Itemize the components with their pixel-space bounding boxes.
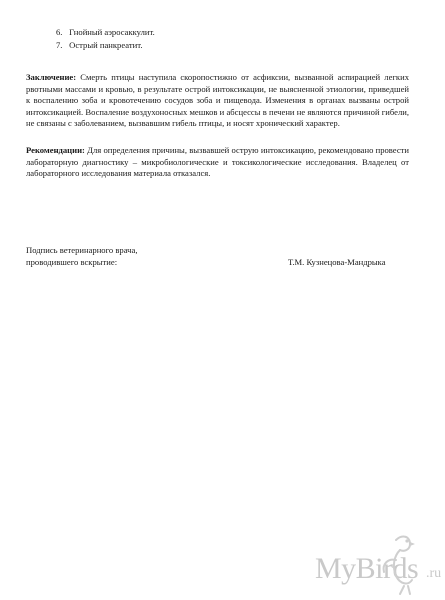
- bird-logo-icon: [374, 530, 424, 596]
- watermark-tld: .ru: [426, 566, 442, 581]
- recommendation-text: Для определения причины, вызвавшей острую интоксикацию, рекомендовано провести лабораторную диагностику – микробиологические и токсикологические исследования. Владелец от лабораторного исследования материала отказался.: [26, 145, 409, 178]
- watermark-site: MyBirds: [315, 552, 419, 585]
- conclusion-paragraph: [26, 72, 409, 130]
- signature-line-2: проводившего вскрытие:: [26, 257, 118, 267]
- findings-list: [56, 26, 155, 51]
- conclusion-label: Заключение:: [26, 72, 77, 82]
- signature-caption: [26, 244, 137, 268]
- recommendation-label: Рекомендации:: [26, 145, 85, 155]
- list-item: [56, 26, 155, 39]
- conclusion-text: Смерть птицы наступила скоропостижно от асфиксии, вызванной аспирацией легких рвотными массами и кровью, в результате острой интоксикации, не выясненной этиологии, приведшей к воспалению зоба и кровотечению сосудов зоба и пищевода. Изменения в органах вызваны острой интоксикацией. Воспаление воздухоносных мешков и абсцессы в печени не являются причиной гибели, не связаны с заболеванием, вызвавшим гибель птицы, и носят хронический характер.: [26, 72, 409, 128]
- recommendation-paragraph: [26, 145, 409, 180]
- list-item: [56, 39, 155, 52]
- signature-name: Т.М. Кузнецова-Мандрыка: [288, 257, 386, 267]
- list-item-number: 6.: [56, 27, 63, 37]
- signature-line-1: Подпись ветеринарного врача,: [26, 245, 138, 255]
- list-item-text: Острый панкреатит.: [69, 39, 143, 50]
- list-item-number: 7.: [56, 39, 63, 50]
- list-item-text: Гнойный аэросаккулит.: [69, 27, 155, 37]
- watermark: [310, 530, 445, 600]
